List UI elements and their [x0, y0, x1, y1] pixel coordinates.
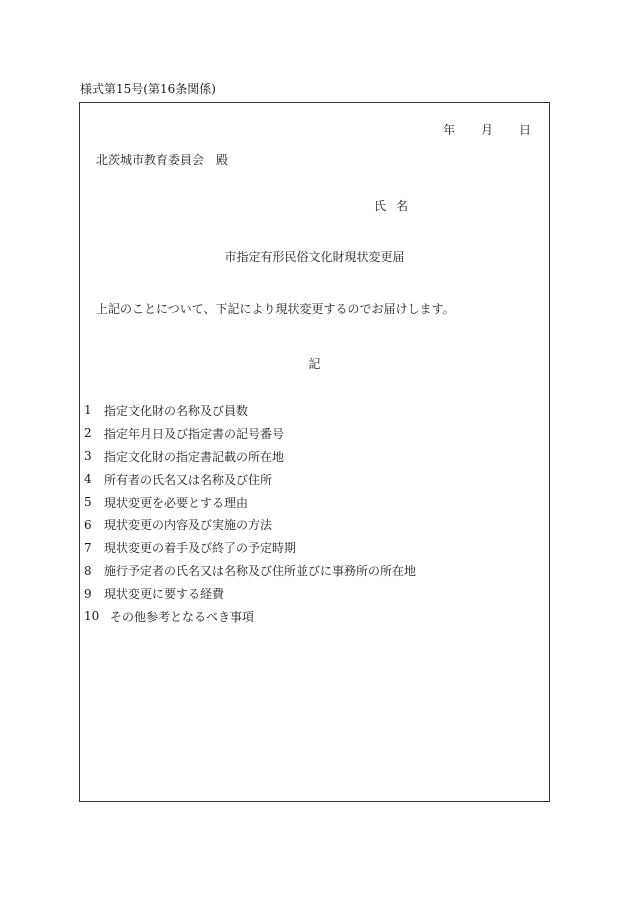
addressee: [96, 151, 228, 168]
addressee-honorific: 殿: [216, 153, 229, 167]
list-item: [84, 422, 416, 445]
item-text: 指定文化財の名称及び員数: [104, 403, 249, 418]
form-number: 様式第15号(第16条関係): [80, 82, 216, 96]
item-text: その他参考となるべき事項: [110, 609, 255, 624]
item-text: 指定年月日及び指定書の記号番号: [104, 426, 285, 441]
date-day-label: 日: [518, 123, 531, 137]
item-number: 4: [84, 472, 92, 487]
document-title: 市指定有形民俗文化財現状変更届: [224, 250, 405, 264]
item-number: 5: [84, 495, 92, 509]
date-year-label: 年: [442, 123, 455, 137]
list-item: [84, 491, 416, 514]
list-item: [84, 582, 416, 605]
list-item: [84, 399, 416, 422]
item-number: 3: [84, 449, 92, 464]
item-number: 1: [84, 403, 92, 418]
item-text: 施行予定者の氏名又は名称及び住所並びに事務所の所在地: [104, 564, 417, 579]
list-item: [84, 513, 416, 536]
item-number: 8: [84, 563, 92, 578]
item-list: [84, 399, 416, 628]
ki-heading: 記: [308, 357, 321, 371]
list-item: [84, 605, 416, 628]
list-item: [84, 468, 416, 491]
item-number: 2: [84, 426, 92, 441]
intro-text: 上記のことについて、下記により現状変更するのでお届けします。: [96, 302, 455, 316]
item-text: 現状変更を必要とする理由: [104, 495, 249, 510]
form-frame: [79, 102, 550, 802]
item-number: 9: [84, 586, 92, 601]
date-month-label: 月: [480, 123, 493, 137]
item-number: 10: [84, 609, 100, 624]
item-text: 現状変更の着手及び終了の予定時期: [104, 541, 297, 556]
date-line: [443, 121, 531, 138]
addressee-name: 北茨城市教育委員会: [96, 153, 205, 167]
item-text: 現状変更に要する経費: [104, 587, 225, 602]
list-item: [84, 445, 416, 468]
item-number: 7: [84, 540, 92, 555]
applicant-name-label: 氏名: [374, 199, 419, 213]
item-number: 6: [84, 517, 92, 532]
list-item: [84, 559, 416, 582]
list-item: [84, 536, 416, 559]
item-text: 指定文化財の指定書記載の所在地: [104, 449, 285, 464]
item-text: 所有者の氏名又は名称及び住所: [104, 472, 273, 487]
item-text: 現状変更の内容及び実施の方法: [104, 518, 273, 533]
